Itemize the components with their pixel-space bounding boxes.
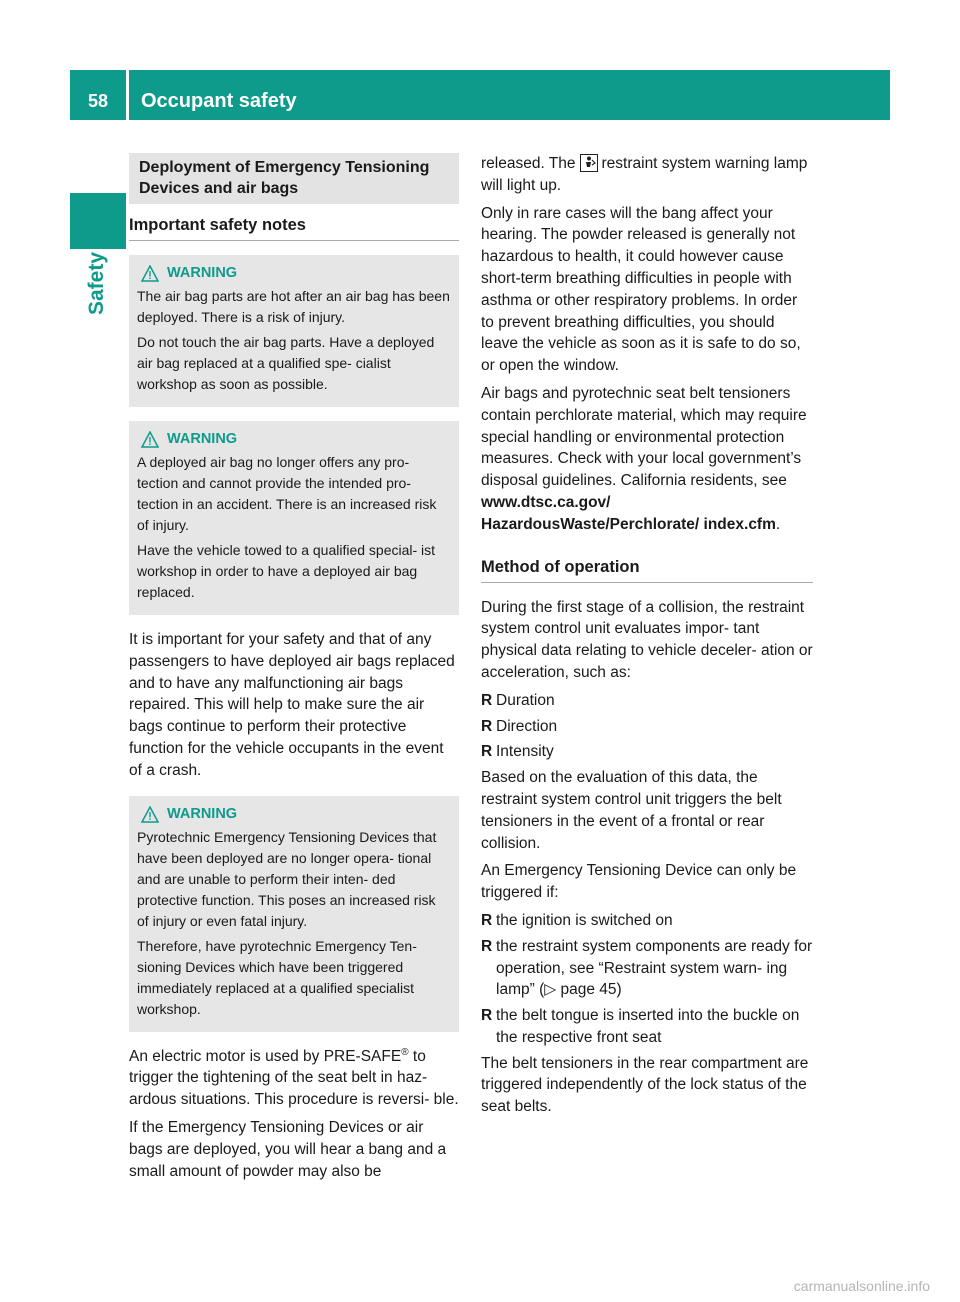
body-paragraph: The belt tensioners in the rear compartment are triggered independently of the lock status of the seat belts.: [481, 1054, 809, 1116]
warning-text: Do not touch the air bag parts. Have a deployed air bag replaced at a qualified spe- cialist workshop as soon as possible.: [137, 334, 435, 392]
list-item: [481, 910, 813, 932]
body-paragraph: If the Emergency Tensioning Devices or air bags are deployed, you will hear a bang and a small amount of powder may also be: [129, 1118, 447, 1180]
header-divider: [126, 70, 129, 120]
list-item-text: Intensity: [496, 743, 554, 761]
warning-title: WARNING: [167, 805, 238, 822]
list-item-text: Direction: [496, 717, 558, 735]
warning-text: Therefore, have pyrotechnic Emergency Ten- sioning Devices which have been triggered immediately replaced at a qualified specialist workshop.: [137, 937, 417, 1017]
list-item: [481, 716, 813, 738]
bullet-marker: R: [481, 911, 493, 929]
warning-box-3: [129, 796, 459, 1032]
body-text: released. The: [481, 155, 576, 172]
list-item-text: the ignition is switched on: [496, 911, 673, 929]
body-paragraph: Only in rare cases will the bang affect your hearing. The powder released is generally not hazardous to health, it could however cause short-term breathing difficulties in people with asthma or other respiratory problems. In order to prevent breathing difficulties, you should leave the vehicle as soon as it is safe to do so, or open the window.: [481, 204, 801, 375]
page-reference-arrow-icon: ▷: [544, 981, 557, 999]
body-paragraph: Based on the evaluation of this data, the restraint system control unit triggers the belt tensioners in the event of a frontal or rear collision.: [481, 769, 782, 852]
body-paragraph: During the first stage of a collision, the restraint system control unit evaluates impor- tant physical data relating to vehicle deceler- ation or acceleration, such as:: [481, 598, 813, 681]
body-paragraph: [481, 383, 813, 536]
list-item: [481, 1005, 813, 1049]
section-title: Deployment of Emergency Tensioning Devices and air bags: [129, 153, 459, 204]
subheading-method-of-operation: Method of operation: [481, 556, 813, 583]
warning-text: Have the vehicle towed to a qualified special- ist workshop in order to have a deployed air bag replaced.: [137, 542, 436, 600]
body-text: An electric motor is used by PRE-SAFE: [129, 1047, 402, 1065]
warning-triangle-icon: [141, 806, 159, 823]
restraint-system-warning-lamp-icon: [580, 154, 598, 172]
bullet-marker: R: [481, 1007, 493, 1025]
bullet-marker: R: [481, 937, 493, 955]
list-item-text: Duration: [496, 691, 555, 709]
body-text: restraint system warning lamp will light up.: [481, 155, 808, 194]
warning-triangle-icon: [141, 431, 159, 448]
warning-text: A deployed air bag no longer offers any pro- tection and cannot provide the intended pro- tection in an accident. There is an increased risk of injury.: [137, 454, 437, 533]
bullet-marker: R: [481, 743, 493, 761]
body-text: .: [775, 515, 781, 533]
side-tab-marker: [70, 193, 126, 249]
chapter-title: Occupant safety: [141, 90, 297, 112]
left-column: [129, 153, 459, 1188]
list-item: [481, 936, 813, 1001]
warning-triangle-icon: [141, 265, 159, 282]
warning-text: Pyrotechnic Emergency Tensioning Devices that have been deployed are no longer opera- tional and are unable to perform their inten- ded protective function. This poses an increased risk of injury or even fatal injury.: [137, 828, 437, 929]
body-paragraph: [129, 1046, 459, 1111]
subheading-safety-notes: Important safety notes: [129, 214, 459, 241]
body-paragraph: [481, 153, 813, 197]
body-paragraph: It is important for your safety and that of any passengers to have deployed air bags replaced and to have any malfunctioning air bags repaired. This will help to make sure the air bags continue to perform their protective function for the vehicle occupants in the event of a crash.: [129, 631, 455, 779]
list-item: [481, 741, 813, 763]
watermark: carmanualsonline.info: [793, 1278, 930, 1294]
registered-mark: ®: [401, 1046, 409, 1058]
body-text: Air bags and pyrotechnic seat belt tensioners contain perchlorate material, which may require special handling or environmental protection measures. Check with your local government’s disposal guidelines. California residents, see: [481, 384, 807, 490]
body-text: to trigger the tightening of the seat belt in haz- ardous situations. This procedure is reversi- ble.: [129, 1047, 459, 1109]
bullet-marker: R: [481, 717, 493, 735]
side-tab-label: Safety: [85, 251, 108, 315]
warning-box-1: [129, 255, 459, 407]
warning-title: WARNING: [167, 265, 238, 281]
page-reference: page 45): [556, 981, 622, 999]
body-paragraph: An Emergency Tensioning Device can only be triggered if:: [481, 862, 797, 902]
list-item-text: the belt tongue is inserted into the buckle on the respective front seat: [496, 1007, 800, 1046]
page-number: 58: [87, 91, 109, 111]
right-column: [481, 153, 813, 1124]
warning-title: WARNING: [167, 431, 238, 447]
list-item: [481, 690, 813, 712]
bullet-marker: R: [481, 691, 493, 709]
list-item-text: the restraint system components are ready for operation, see “Restraint system warn- ing lamp” (: [496, 937, 813, 999]
disposal-guidelines-url: www.dtsc.ca.gov/ HazardousWaste/Perchlorate/ index.cfm: [481, 493, 776, 533]
warning-text: The air bag parts are hot after an air bag has been deployed. There is a risk of injury.: [137, 288, 450, 325]
warning-box-2: [129, 421, 459, 615]
